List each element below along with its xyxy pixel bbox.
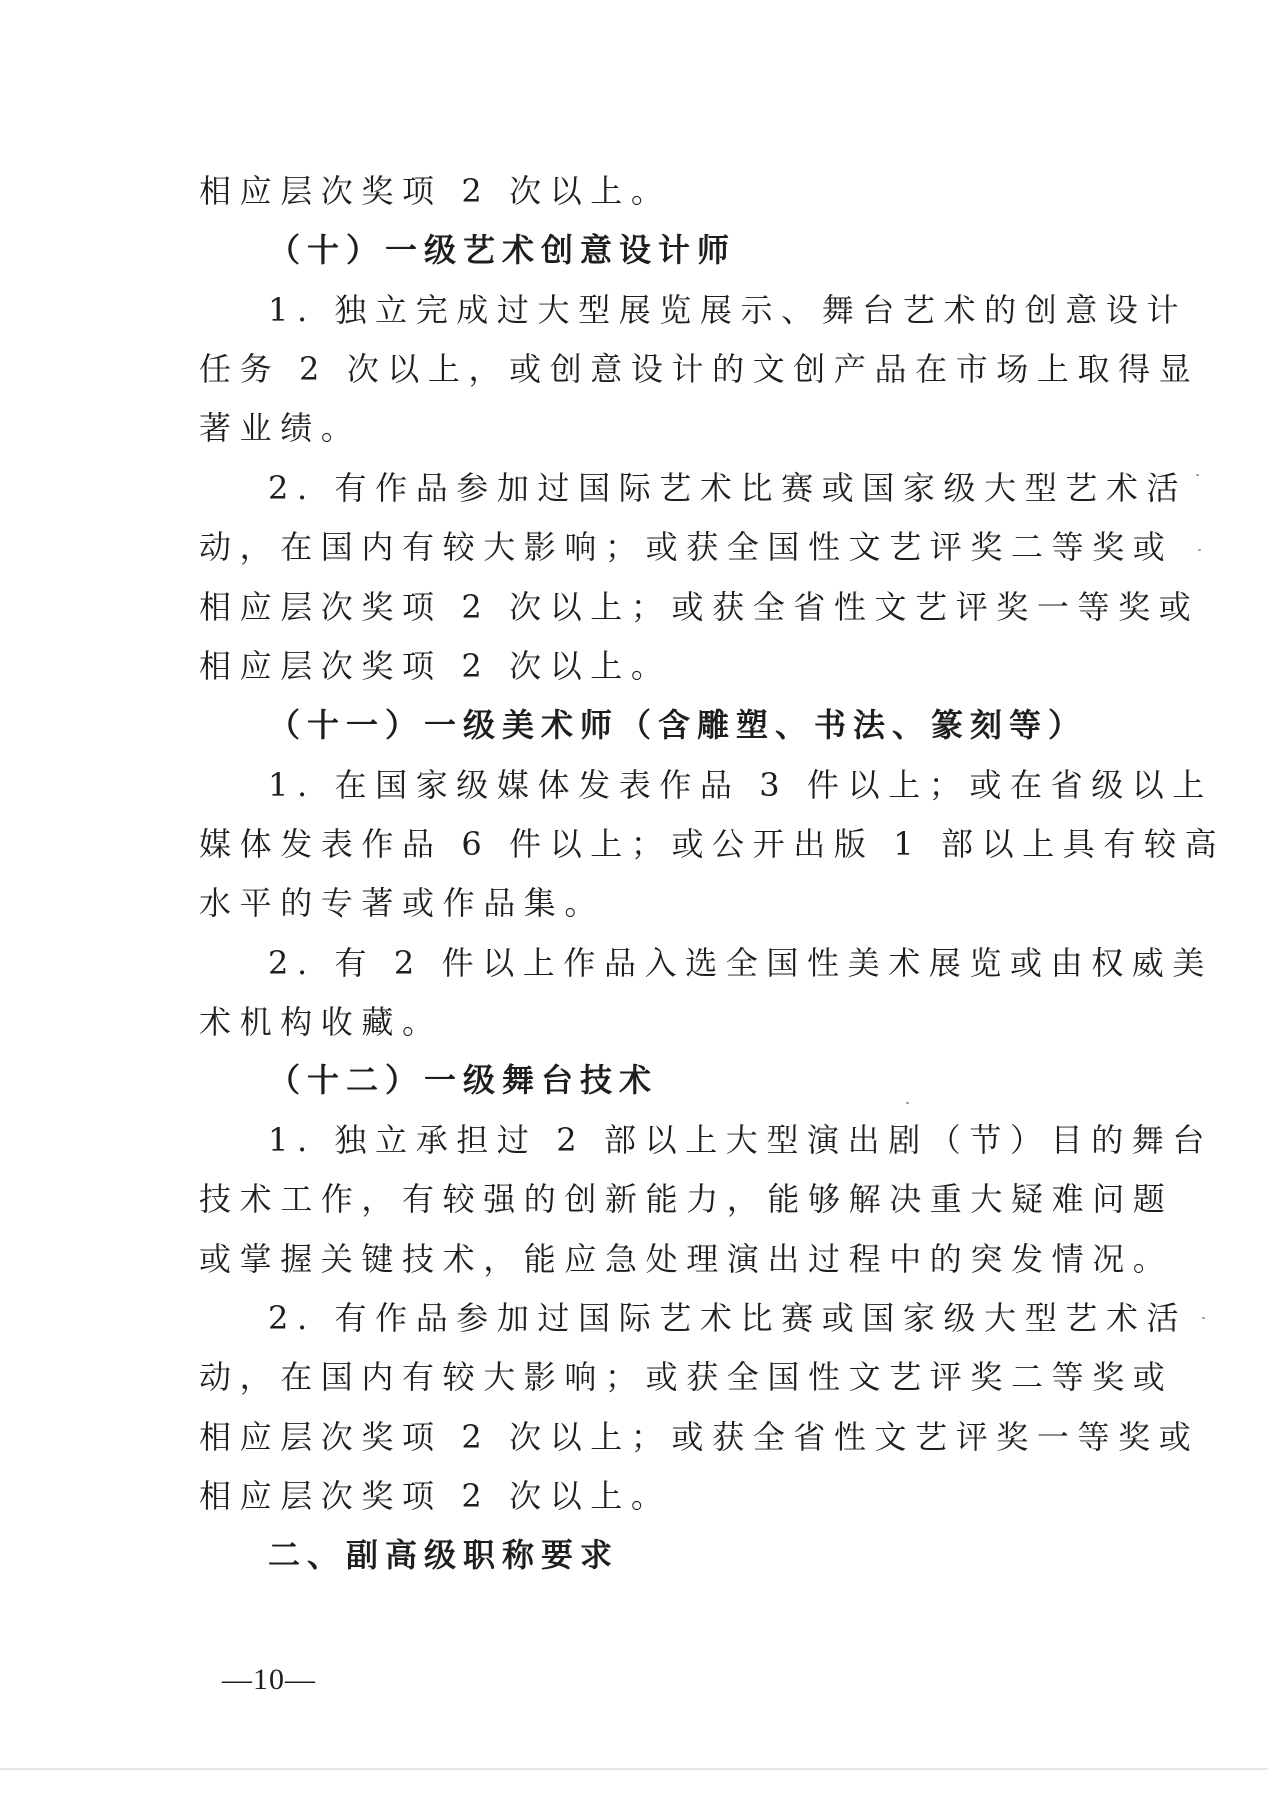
body-line: 动，在国内有较大影响；或获全国性文艺评奖二等奖或 — [199, 1358, 1174, 1396]
body-line: 2. 有作品参加过国际艺术比赛或国家级大型艺术活 — [268, 1299, 1188, 1337]
scan-speck — [1196, 474, 1199, 476]
body-line: 动，在国内有较大影响；或获全国性文艺评奖二等奖或 — [199, 528, 1174, 566]
scan-edge-line — [0, 1768, 1268, 1770]
body-line: 2. 有作品参加过国际艺术比赛或国家级大型艺术活 — [268, 469, 1188, 507]
section-heading: （十）一级艺术创意设计师 — [268, 231, 737, 269]
body-line: 相应层次奖项 2 次以上。 — [199, 647, 672, 685]
body-line: 著业绩。 — [199, 409, 362, 447]
body-line: 媒体发表作品 6 件以上；或公开出版 1 部以上具有较高 — [199, 825, 1226, 863]
body-line: 水平的专著或作品集。 — [199, 884, 606, 922]
body-line: 1. 在国家级媒体发表作品 3 件以上；或在省级以上 — [268, 766, 1214, 804]
body-line: 相应层次奖项 2 次以上。 — [199, 172, 672, 210]
scan-speck — [1202, 1317, 1205, 1319]
body-line: 或掌握关键技术，能应急处理演出过程中的突发情况。 — [199, 1240, 1174, 1278]
section-heading: 二、副高级职称要求 — [268, 1536, 620, 1574]
scan-speck — [1198, 549, 1201, 551]
body-line: 1. 独立完成过大型展览展示、舞台艺术的创意设计 — [268, 291, 1188, 329]
body-line: 术机构收藏。 — [199, 1003, 443, 1041]
body-line: 相应层次奖项 2 次以上；或获全省性文艺评奖一等奖或 — [199, 1418, 1200, 1456]
section-heading: （十一）一级美术师（含雕塑、书法、篆刻等） — [268, 706, 1088, 744]
body-line: 相应层次奖项 2 次以上。 — [199, 1477, 672, 1515]
body-line: 相应层次奖项 2 次以上；或获全省性文艺评奖一等奖或 — [199, 588, 1200, 626]
body-line: 1. 独立承担过 2 部以上大型演出剧（节）目的舞台 — [268, 1121, 1214, 1159]
body-line: 任务 2 次以上，或创意设计的文创产品在市场上取得显 — [199, 350, 1200, 388]
section-heading: （十二）一级舞台技术 — [268, 1061, 659, 1099]
body-line: 技术工作，有较强的创新能力，能够解决重大疑难问题 — [199, 1180, 1174, 1218]
page-number: —10— — [222, 1663, 316, 1696]
scan-speck — [906, 1102, 909, 1104]
body-line: 2. 有 2 件以上作品入选全国性美术展览或由权威美 — [268, 944, 1214, 982]
